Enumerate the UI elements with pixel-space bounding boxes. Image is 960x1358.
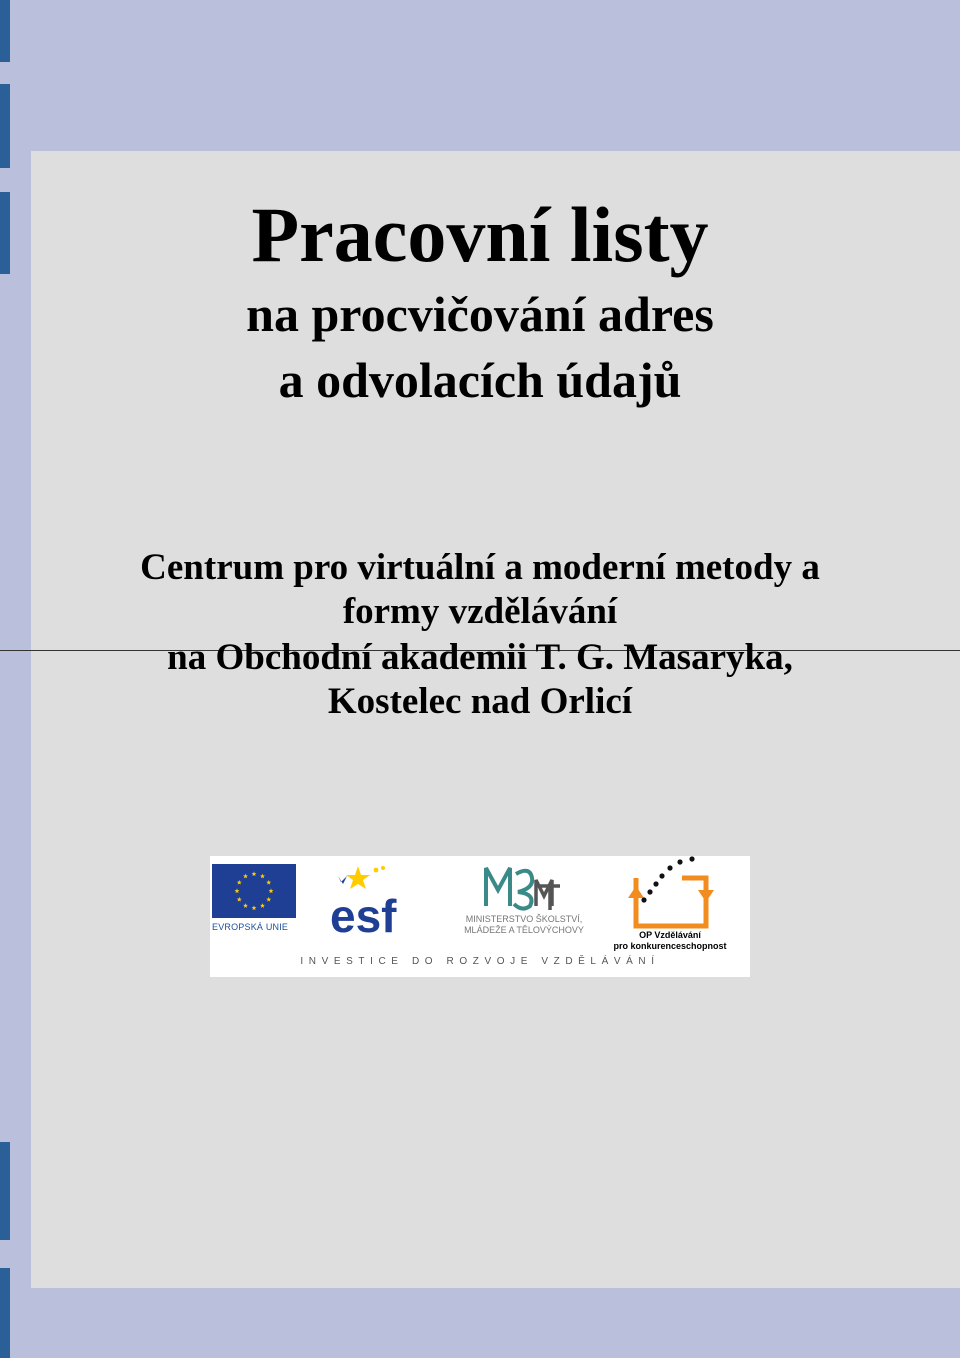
eu-label: EVROPSKÁ UNIE: [212, 922, 289, 932]
msmt-label: [444, 914, 604, 936]
op-label: [602, 930, 738, 952]
organization-line-4: Kostelec nad Orlicí: [327, 681, 633, 722]
organization-line-2: formy vzdělávání: [342, 591, 618, 632]
edge-bar: [0, 0, 10, 62]
subtitle-line-2: a odvolacích údajů: [278, 352, 682, 408]
sponsor-logo-strip: [210, 856, 750, 977]
organization-line-1: Centrum pro virtuální a moderní metody a: [140, 547, 820, 588]
op-label-line-1: OP Vzdělávání: [639, 930, 701, 940]
op-label-line-2: pro konkurenceschopnost: [613, 941, 727, 951]
esf-logo-icon: [330, 862, 412, 938]
msmt-logo-icon: [482, 860, 562, 916]
edge-bar: [0, 1268, 10, 1358]
page-title: Pracovní listy: [251, 191, 709, 278]
msmt-label-line-1: MINISTERSTVO ŠKOLSTVÍ,: [465, 914, 583, 924]
esf-wordmark: esf: [330, 890, 397, 938]
edge-bar: [0, 84, 10, 168]
eu-flag-icon: [212, 864, 296, 918]
op-vzdelavani-logo-icon: [622, 856, 718, 932]
subtitle-line-1: na procvičování adres: [246, 286, 714, 342]
msmt-label-line-2: MLÁDEŽE A TĚLOVÝCHOVY: [464, 925, 584, 935]
organization-line-3: na Obchodní akademii T. G. Masaryka,: [167, 637, 793, 678]
tagline: INVESTICE DO ROZVOJE VZDĚLÁVÁNÍ: [300, 956, 660, 967]
edge-bar: [0, 1142, 10, 1240]
